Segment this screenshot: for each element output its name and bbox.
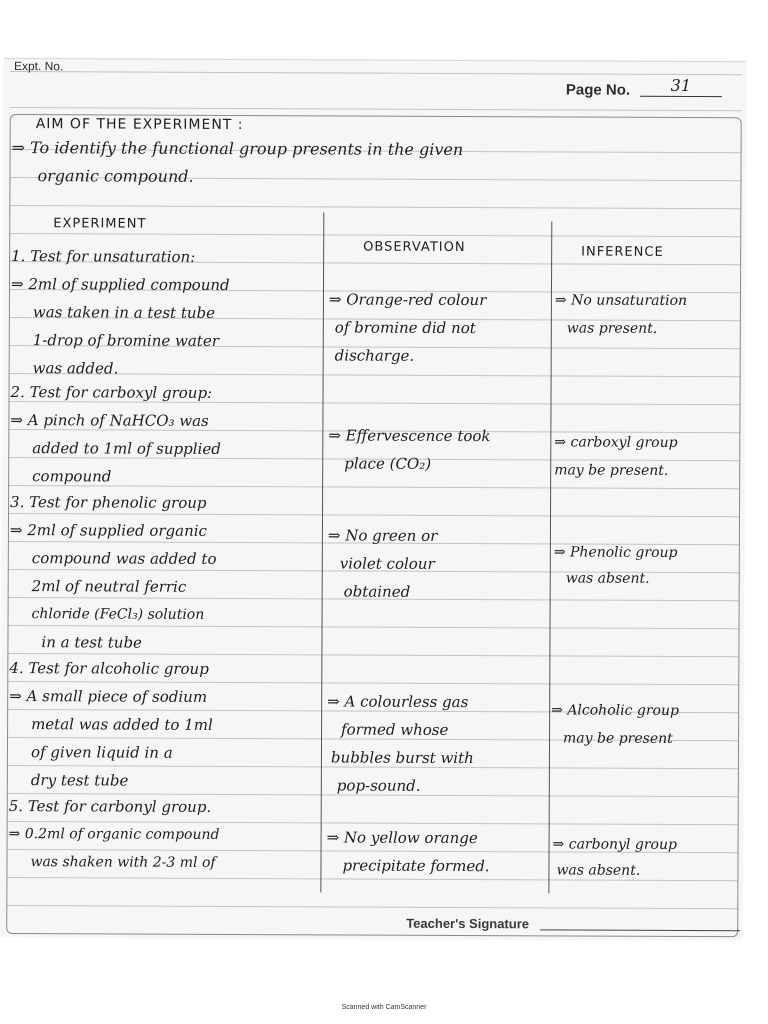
test-3-experiment-line: 2ml of neutral ferric	[31, 577, 187, 596]
aim-line-1: ⇒ To identify the functional group presents in the given	[11, 138, 464, 160]
test-1-inference-line: was present.	[566, 320, 658, 337]
test-1-experiment-line: ⇒ 2ml of supplied compound	[10, 275, 230, 294]
test-4-inference-line: may be present	[563, 730, 673, 747]
notebook-page	[0, 58, 746, 940]
test-5-inference-line: was absent.	[556, 862, 641, 879]
test-1-experiment-line: was added.	[32, 359, 119, 378]
page-number-label: Page No.	[565, 81, 631, 99]
test-3-experiment-line: ⇒ 2ml of supplied organic	[9, 521, 208, 540]
test-5-experiment-line: was shaken with 2-3 ml of	[30, 854, 216, 871]
test-5-title: 5. Test for carbonyl group.	[8, 797, 212, 816]
test-2-observation-line: ⇒ Effervescence took	[328, 426, 491, 446]
test-5-observation-line: precipitate formed.	[342, 856, 490, 876]
test-2-inference-line: ⇒ carboxyl group	[554, 434, 678, 451]
test-3-experiment-line: in a test tube	[41, 633, 143, 652]
test-1-experiment-line: 1-drop of bromine water	[32, 331, 219, 350]
test-1-observation-line: discharge.	[334, 346, 415, 365]
test-3-experiment-line: chloride (FeCl₃) solution	[31, 606, 205, 623]
test-4-title: 4. Test for alcoholic group	[9, 659, 209, 678]
test-3-observation-line: violet colour	[339, 554, 435, 573]
aim-line-2: organic compound.	[37, 166, 194, 186]
test-3-inference-line: was absent.	[565, 570, 650, 587]
test-2-experiment-line: added to 1ml of supplied	[32, 439, 221, 458]
test-4-observation-line: formed whose	[341, 720, 449, 739]
test-5-experiment-line: ⇒ 0.2ml of organic compound	[8, 826, 220, 843]
test-1-observation-line: of bromine did not	[334, 318, 476, 338]
test-2-observation-line: place (CO₂)	[344, 454, 432, 473]
column-header-inference: INFERENCE	[581, 244, 664, 260]
teacher-signature-label: Teacher's Signature	[406, 915, 530, 932]
experiment-number-label: Expt. No.	[13, 59, 64, 74]
test-4-observation-line: pop-sound.	[336, 776, 421, 795]
test-3-experiment-line: compound was added to	[31, 549, 217, 568]
test-5-inference-line: ⇒ carbonyl group	[552, 836, 677, 853]
test-3-inference-line: ⇒ Phenolic group	[553, 544, 678, 561]
test-1-experiment-line: was taken in a test tube	[32, 303, 216, 322]
test-1-title: 1. Test for unsaturation:	[11, 247, 196, 266]
scanner-watermark: Scanned with CamScanner	[341, 1004, 427, 1011]
test-4-inference-line: ⇒ Alcoholic group	[551, 702, 679, 719]
test-4-experiment-line: metal was added to 1ml	[31, 715, 213, 734]
test-3-observation-line: ⇒ No green or	[327, 526, 438, 545]
column-header-observation: OBSERVATION	[363, 239, 466, 256]
aim-heading: AIM OF THE EXPERIMENT :	[35, 116, 244, 134]
test-4-experiment-line: of given liquid in a	[30, 743, 173, 762]
column-header-experiment: EXPERIMENT	[53, 216, 147, 232]
test-1-inference-line: ⇒ No unsaturation	[554, 292, 688, 309]
test-2-experiment-line: ⇒ A pinch of NaHCO₃ was	[10, 411, 209, 430]
test-2-title: 2. Test for carboxyl group:	[10, 383, 213, 402]
test-3-title: 3. Test for phenolic group	[10, 493, 207, 512]
page-number-value: 31	[640, 76, 722, 97]
test-3-observation-line: obtained	[343, 582, 411, 601]
test-5-observation-line: ⇒ No yellow orange	[326, 828, 478, 848]
test-4-observation-line: bubbles burst with	[330, 748, 474, 768]
test-4-experiment-line: dry test tube	[30, 771, 129, 790]
test-4-experiment-line: ⇒ A small piece of sodium	[9, 687, 208, 706]
test-1-observation-line: ⇒ Orange-red colour	[328, 290, 487, 310]
test-4-observation-line: ⇒ A colourless gas	[327, 692, 469, 712]
test-2-experiment-line: compound	[32, 467, 112, 486]
test-2-inference-line: may be present.	[554, 462, 669, 479]
